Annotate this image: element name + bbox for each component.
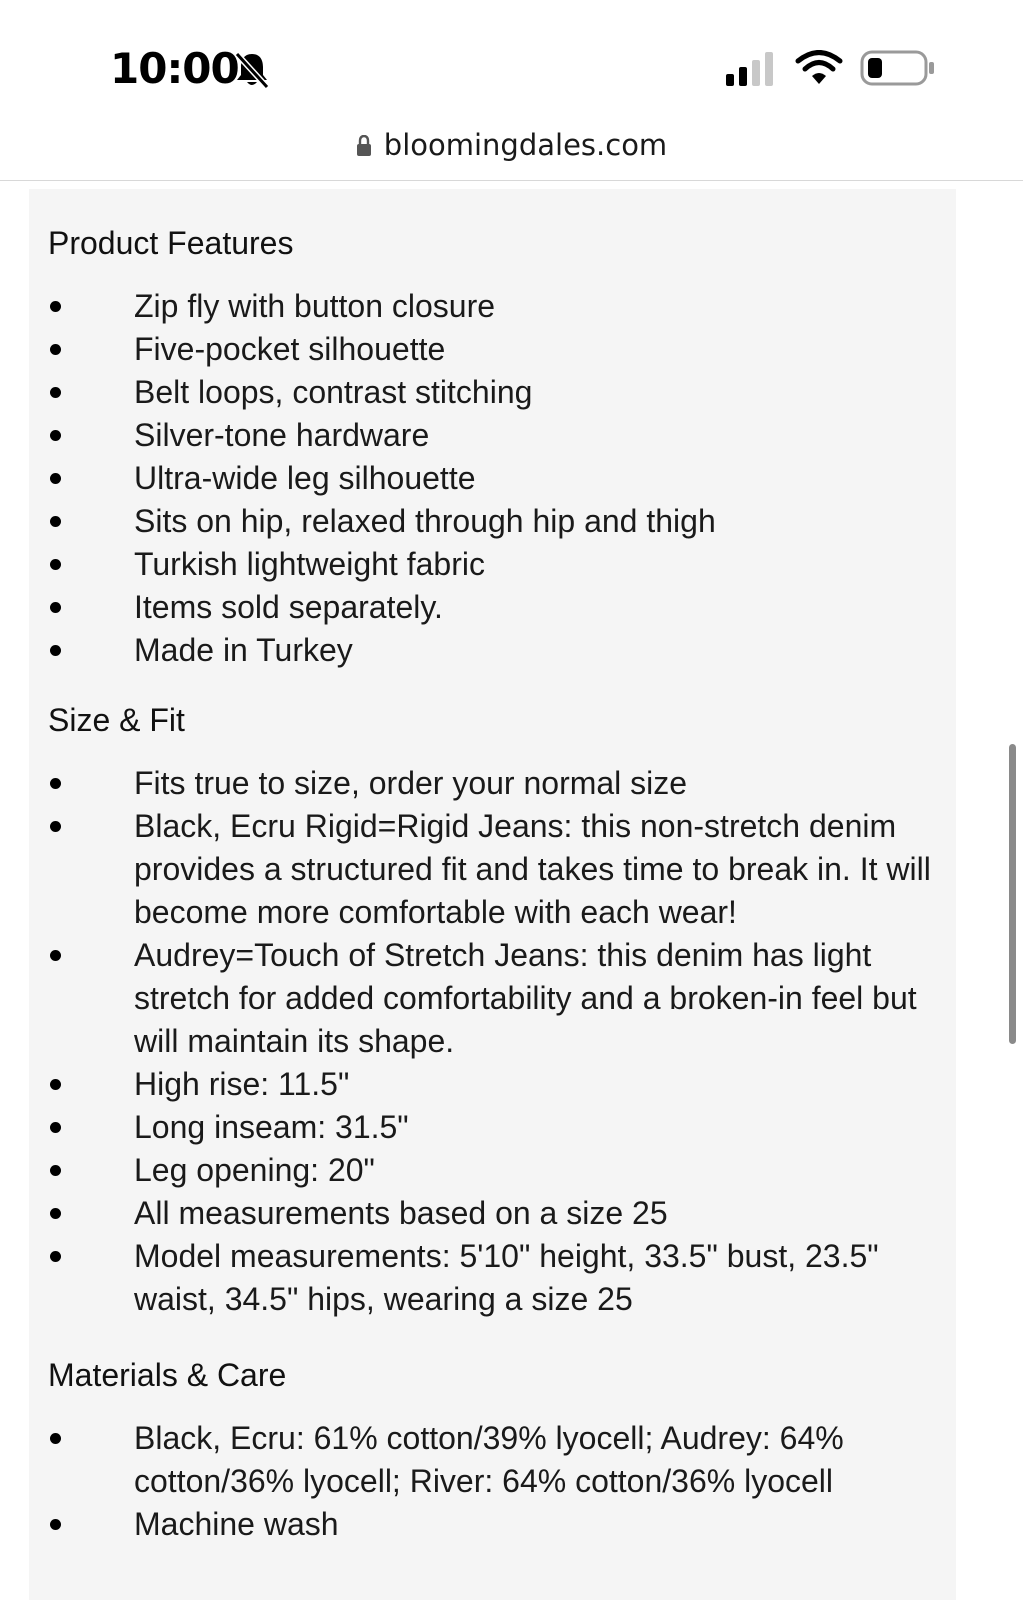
list-item: Turkish lightweight fabric (48, 543, 938, 586)
list-item: Belt loops, contrast stitching (48, 371, 938, 414)
product-details-panel (29, 189, 956, 1600)
wifi-icon (795, 50, 843, 86)
url-text: bloomingdales.com (383, 128, 668, 162)
section-title-product-features: Product Features (48, 225, 294, 261)
list-item: Leg opening: 20" (48, 1149, 938, 1192)
list-item: Five-pocket silhouette (48, 328, 938, 371)
list-item: Fits true to size, order your normal size (48, 762, 938, 805)
status-bar (0, 0, 1023, 120)
clock: 10:00 (110, 44, 239, 93)
url-display[interactable] (0, 128, 1023, 162)
list-item: Model measurements: 5'10" height, 33.5" bust, 23.5" waist, 34.5" hips, wearing a size 25 (48, 1235, 938, 1321)
list-item: All measurements based on a size 25 (48, 1192, 938, 1235)
list-item: Audrey=Touch of Stretch Jeans: this denim has light stretch for added comfortability and a broken-in feel but will maintain its shape. (48, 934, 938, 1063)
section-title-materials-care: Materials & Care (48, 1357, 287, 1393)
list-item: Sits on hip, relaxed through hip and thigh (48, 500, 938, 543)
list-item: Ultra-wide leg silhouette (48, 457, 938, 500)
size-fit-list (48, 762, 938, 1321)
list-item: Items sold separately. (48, 586, 938, 629)
list-item: Black, Ecru: 61% cotton/39% lyocell; Audrey: 64% cotton/36% lyocell; River: 64% cotton/36% lyocell (48, 1417, 938, 1503)
materials-care-list (48, 1417, 938, 1546)
product-features-list (48, 285, 938, 672)
bell-slash-icon (233, 50, 271, 90)
list-item: Machine wash (48, 1503, 938, 1546)
list-item: Long inseam: 31.5" (48, 1106, 938, 1149)
list-item: Zip fly with button closure (48, 285, 938, 328)
list-item: Black, Ecru Rigid=Rigid Jeans: this non-stretch denim provides a structured fit and takes time to break in. It will become more comfortable with each wear! (48, 805, 938, 934)
battery-icon (860, 50, 936, 86)
list-item: Made in Turkey (48, 629, 938, 672)
list-item: Silver-tone hardware (48, 414, 938, 457)
list-item: High rise: 11.5" (48, 1063, 938, 1106)
lock-icon (356, 135, 372, 157)
scrollbar[interactable] (1009, 744, 1016, 1044)
section-title-size-fit: Size & Fit (48, 702, 185, 738)
cellular-signal-icon (726, 52, 778, 86)
browser-url-bar[interactable] (0, 120, 1023, 181)
